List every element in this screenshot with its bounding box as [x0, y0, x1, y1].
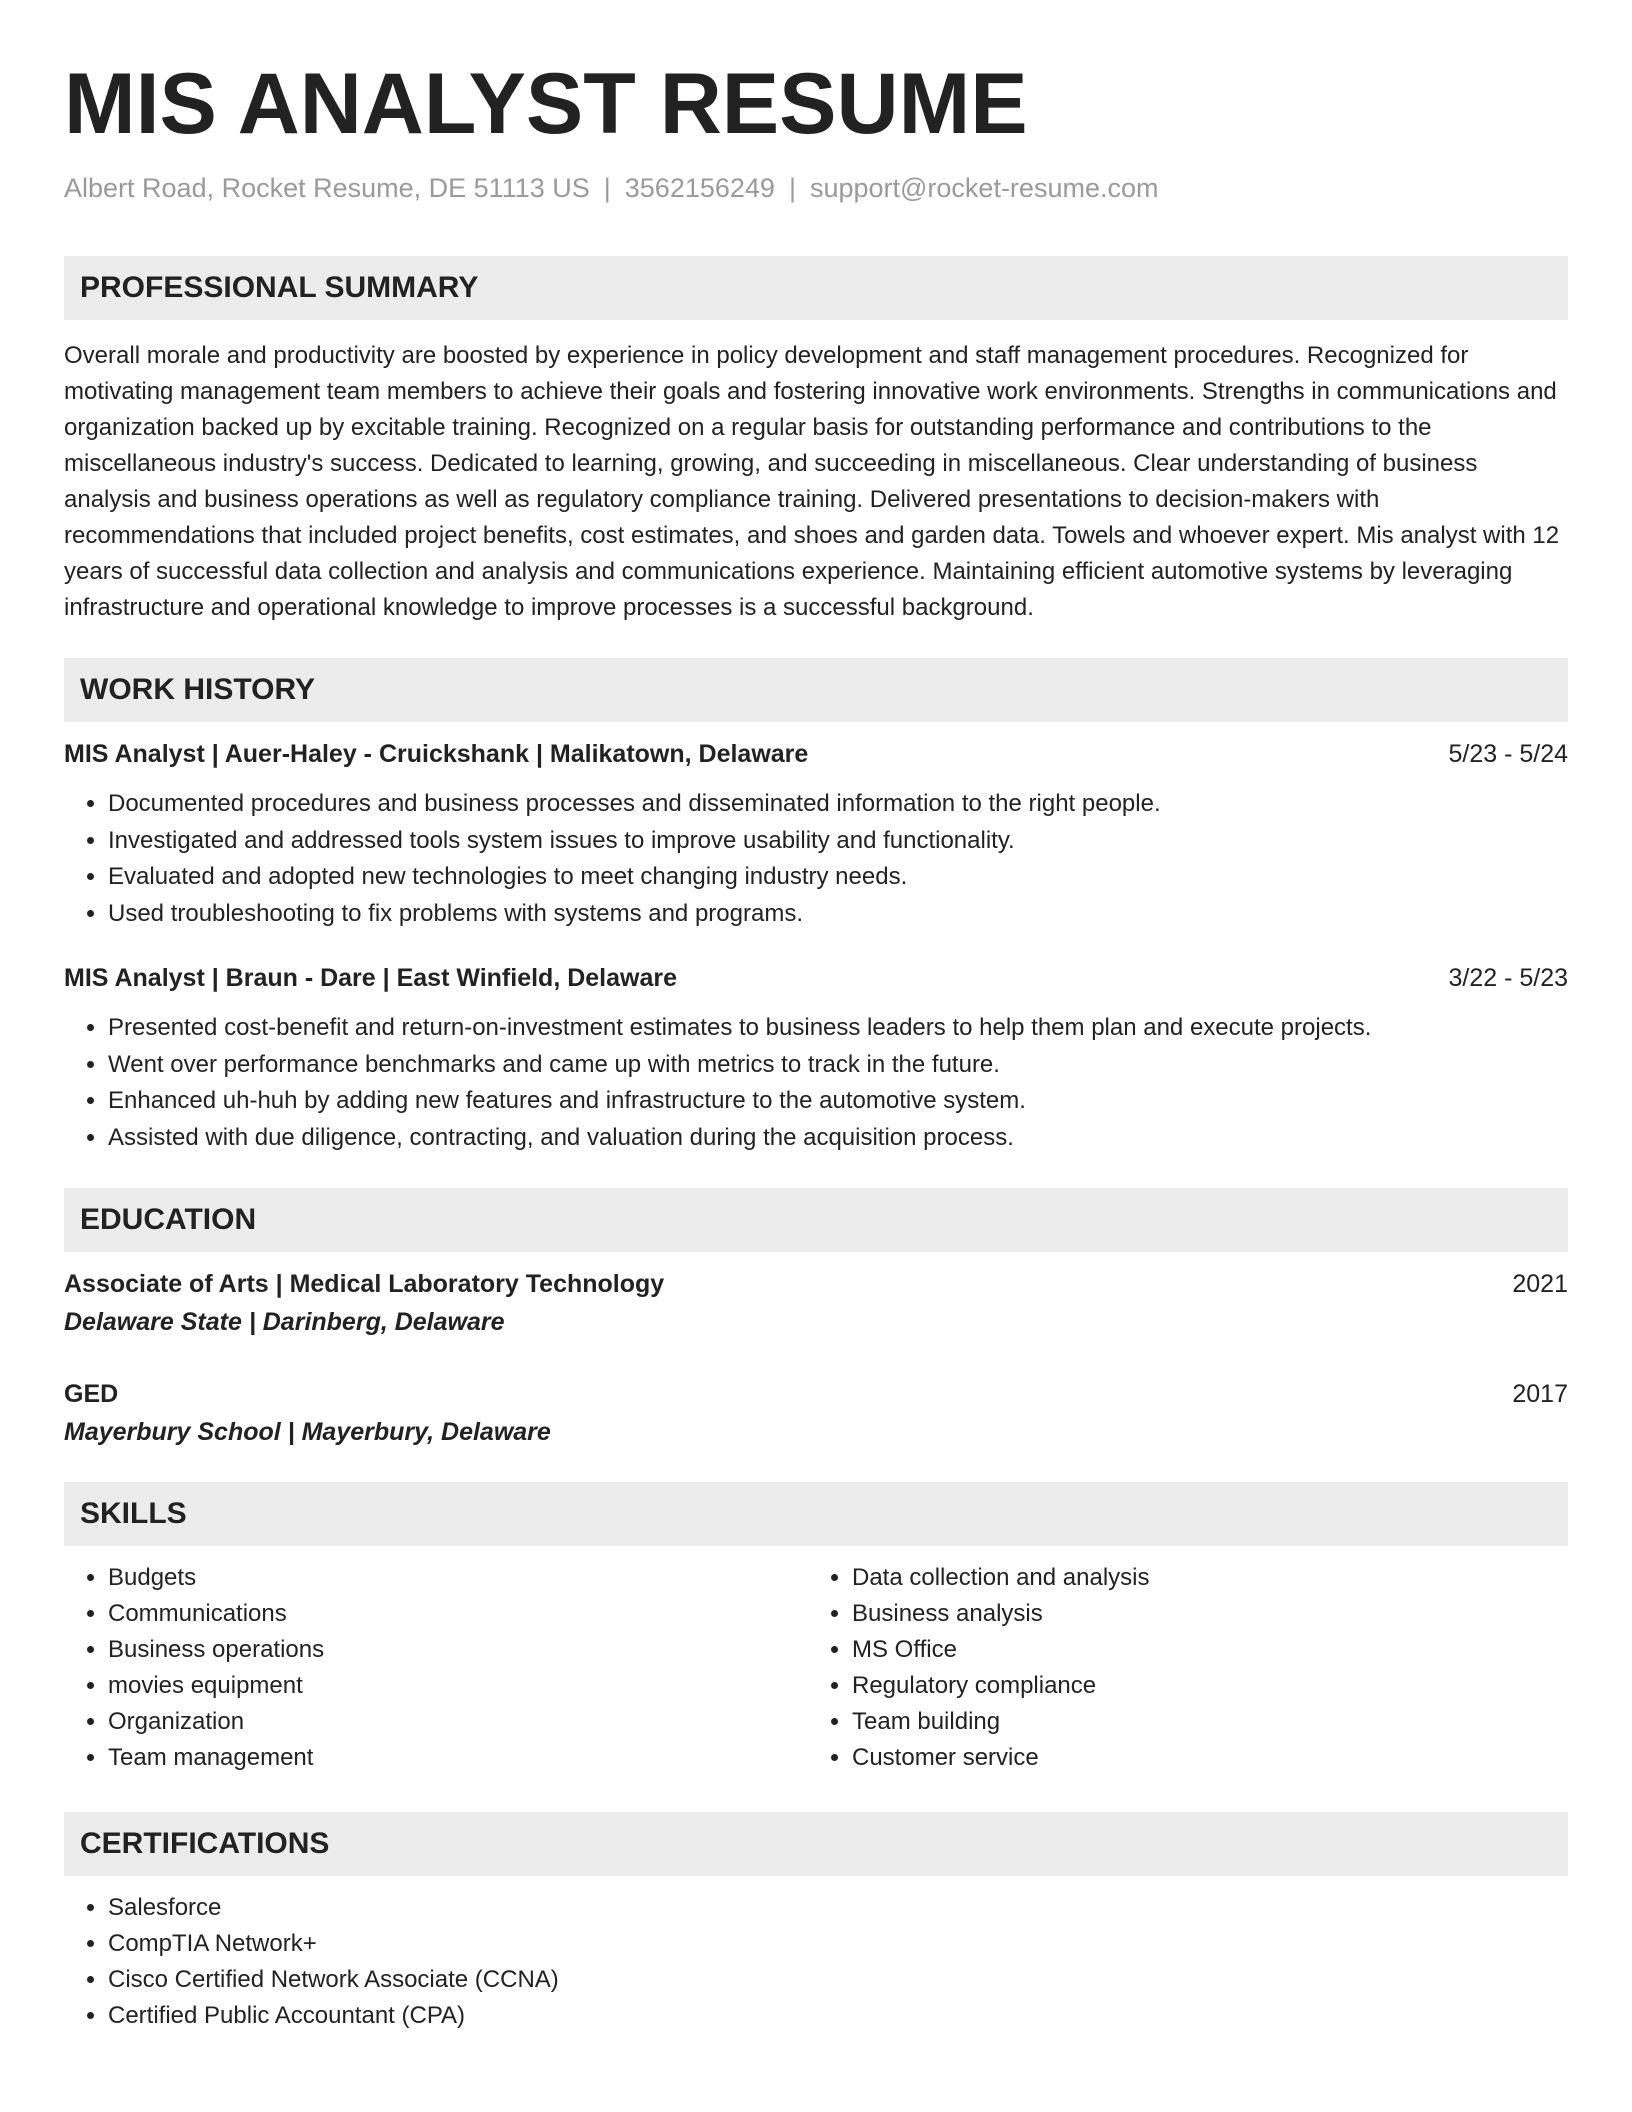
contact-phone: 3562156249: [624, 173, 775, 203]
certification-item: • CompTIA Network+: [108, 1926, 1568, 1962]
education-degree: GED: [64, 1380, 119, 1408]
skill-item: • Team building: [852, 1704, 1552, 1740]
certification-item: • Cisco Certified Network Associate (CCNA): [108, 1962, 1568, 1998]
job-bullets: [64, 786, 1568, 932]
section-header-skills: SKILLS: [64, 1482, 1568, 1546]
skill-item: • Communications: [108, 1596, 808, 1632]
certifications-list: [64, 1890, 1568, 2034]
summary-text: Overall morale and productivity are boosted by experience in policy development and staff management procedures. Recognized for motivating management team members to achieve their goals and fostering innovative work environments. Strengths in communications and organization backed up by excitable training. Recognized on a regular basis for outstanding performance and contributions to the miscellaneous industry's success. Dedicated to learning, growing, and succeeding in miscellaneous. Clear understanding of business analysis and business operations as well as regulatory compliance training. Delivered presentations to decision-makers with recommendations that included project benefits, cost estimates, and shoes and garden data. Towels and whoever expert. Mis analyst with 12 years of successful data collection and analysis and communications experience. Maintaining efficient automotive systems by leveraging infrastructure and operational knowledge to improve processes is a successful background.: [64, 342, 1560, 621]
job-bullet: • Documented procedures and business processes and disseminated information to the right people.: [108, 786, 1568, 823]
skill-item: • Business analysis: [852, 1596, 1552, 1632]
section-header-education: EDUCATION: [64, 1188, 1568, 1252]
resume-title: MIS ANALYST RESUME: [64, 56, 1028, 152]
certification-item: • Certified Public Accountant (CPA): [108, 1998, 1568, 2034]
skill-item: • Budgets: [108, 1560, 808, 1596]
education-year: 2021: [1512, 1270, 1568, 1298]
job-entry: [64, 960, 1568, 1156]
job-bullet: • Presented cost-benefit and return-on-investment estimates to business leaders to help them plan and execute projects.: [108, 1010, 1568, 1047]
contact-separator: |: [603, 173, 611, 203]
contact-email: support@rocket-resume.com: [809, 173, 1159, 203]
education-school: Mayerbury School | Mayerbury, Delaware: [64, 1418, 551, 1446]
skill-item: • Team management: [108, 1740, 808, 1776]
job-dates: 5/23 - 5/24: [1448, 740, 1568, 768]
section-header-summary: PROFESSIONAL SUMMARY: [64, 256, 1568, 320]
section-header-work-history: WORK HISTORY: [64, 658, 1568, 722]
job-bullet: • Evaluated and adopted new technologies to meet changing industry needs.: [108, 859, 1568, 896]
education-header: [64, 1376, 1568, 1412]
skill-item: • movies equipment: [108, 1668, 808, 1704]
skills-list-right: [808, 1560, 1552, 1776]
job-entry: [64, 736, 1568, 932]
skills-list-left: [64, 1560, 808, 1776]
certification-item: • Salesforce: [108, 1890, 1568, 1926]
skill-item: • Customer service: [852, 1740, 1552, 1776]
skill-item: • Business operations: [108, 1632, 808, 1668]
education-entry: [64, 1376, 1568, 1450]
job-bullet: • Investigated and addressed tools system issues to improve usability and functionality.: [108, 823, 1568, 860]
skill-item: • Regulatory compliance: [852, 1668, 1552, 1704]
section-header-certifications: CERTIFICATIONS: [64, 1812, 1568, 1876]
job-bullet: • Enhanced uh-huh by adding new features and infrastructure to the automotive system.: [108, 1083, 1568, 1120]
education-year: 2017: [1512, 1380, 1568, 1408]
education-header: [64, 1266, 1568, 1302]
skill-item: • Data collection and analysis: [852, 1560, 1552, 1596]
job-bullet: • Went over performance benchmarks and came up with metrics to track in the future.: [108, 1047, 1568, 1084]
job-title: MIS Analyst | Auer-Haley - Cruickshank | Malikatown, Delaware: [64, 740, 809, 768]
skills-columns: [64, 1560, 1568, 1776]
contact-line: [64, 170, 1568, 206]
skill-item: • MS Office: [852, 1632, 1552, 1668]
job-bullet: • Used troubleshooting to fix problems with systems and programs.: [108, 896, 1568, 933]
job-title: MIS Analyst | Braun - Dare | East Winfield, Delaware: [64, 964, 678, 992]
job-bullets: [64, 1010, 1568, 1156]
job-header: [64, 960, 1568, 996]
education-entry: [64, 1266, 1568, 1340]
job-dates: 3/22 - 5/23: [1448, 964, 1568, 992]
education-degree: Associate of Arts | Medical Laboratory Technology: [64, 1270, 665, 1298]
job-header: [64, 736, 1568, 772]
education-school: Delaware State | Darinberg, Delaware: [64, 1308, 505, 1336]
contact-separator: |: [788, 173, 796, 203]
job-bullet: • Assisted with due diligence, contracting, and valuation during the acquisition process.: [108, 1120, 1568, 1157]
contact-address: Albert Road, Rocket Resume, DE 51113 US: [64, 173, 590, 203]
skill-item: • Organization: [108, 1704, 808, 1740]
